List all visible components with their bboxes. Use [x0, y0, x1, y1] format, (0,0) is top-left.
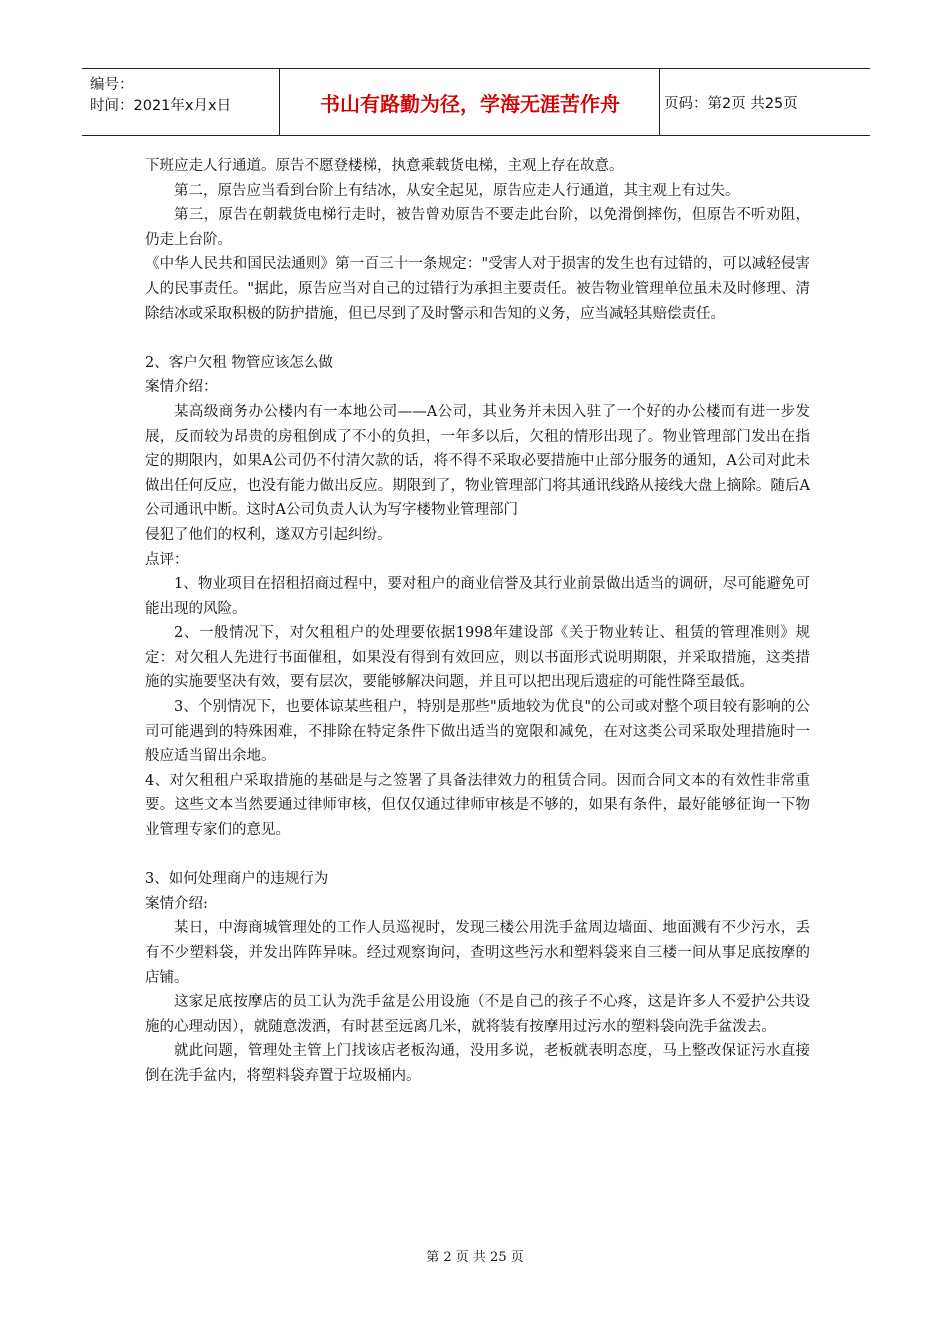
paragraph: 案情介绍： — [145, 379, 218, 396]
header-divider — [279, 69, 280, 135]
paragraph: 第二，原告应当看到台阶上有结冰，从安全起见，原告应走人行通道，其主观上有过失。 — [174, 182, 740, 199]
paragraph: 某日，中海商城管理处的工作人员巡视时，发现三楼公用洗手盆周边墙面、地面溅有不少污水，丢有不少塑料袋，并发出阵阵异味。经过观察询问，查明这些污水和塑料袋来自三楼一间从事足底按摩的店铺。 — [145, 920, 810, 986]
paragraph: 4、对欠租租户采取措施的基础是与之签署了具备法律效力的租赁合同。因而合同文本的有效性非常重要。这些文本当然要通过律师审核，但仅仅通过律师审核是不够的，如果有条件，最好能够征询一下物业管理专家们的意见。 — [145, 772, 810, 839]
page-footer: 第 2 页 共 25 页 — [426, 1250, 524, 1265]
paragraph: 2、客户欠租 物管应该怎么做 — [145, 354, 333, 371]
paragraph: 《中华人民共和国民法通则》第一百三十一条规定："受害人对于损害的发生也有过错的，可以减轻侵害人的民事责任。"据此，原告应当对自己的过错行为承担主要责任。被告物业管理单位虽未及时修理、清除结冰或采取积极的防护措施，但已尽到了及时警示和告知的义务，应当减轻其赔偿责任。 — [145, 256, 810, 322]
paragraph: 就此问题，管理处主管上门找该店老板沟通，没用多说，老板就表明态度，马上整改保证污水直接倒在洗手盆内，将塑料袋弃置于垃圾桶内。 — [145, 1043, 810, 1084]
paragraph: 侵犯了他们的权利，遂双方引起纠纷。 — [145, 526, 392, 543]
paragraph: 3、个别情况下，也要体谅某些租户，特别是那些"质地较为优良"的公司或对整个项目较有影响的公司可能遇到的特殊困难，不排除在特定条件下做出适当的宽限和减免，在对这类公司采取处理措施时一般应适当留出余地。 — [145, 699, 810, 765]
paragraph: 点评： — [145, 551, 189, 568]
date-label: 时间：2021年x月x日 — [90, 98, 232, 114]
paragraph: 某高级商务办公楼内有一本地公司——A公司，其业务并未因入驻了一个好的办公楼而有进一步发展，反而较为昂贵的房租倒成了不小的负担，一年多以后，欠租的情形出现了。物业管理部门发出在指定的期限内，如果A公司仍不付清欠款的话，将不得不采取必要措施中止部分服务的通知，A公司对此未做出任何反应，也没有能力做出反应。期限到了，物业管理部门将其通讯线路从接线大盘上摘除。随后A公司通讯中断。这时A公司负责人认为写字楼物业管理部门 — [145, 403, 810, 519]
paragraph: 这家足底按摩店的员工认为洗手盆是公用设施（不是自己的孩子不心疼，这是许多人不爱护公共设施的心理动因），就随意泼洒，有时甚至远离几米，就将装有按摩用过污水的塑料袋向洗手盆泼去。 — [145, 994, 810, 1035]
blank-line — [145, 843, 810, 868]
header-meta — [90, 75, 231, 117]
paragraph: 下班应走人行通道。原告不愿登楼梯，执意乘载货电梯，主观上存在故意。 — [145, 158, 624, 174]
number-label: 编号： — [90, 77, 134, 93]
header-motto: 书山有路勤为径，学海无涯苦作舟 — [320, 91, 620, 116]
page-header — [82, 68, 870, 136]
header-page-info: 页码：第2页 共25页 — [664, 95, 798, 112]
paragraph: 案情介绍: — [145, 895, 208, 912]
paragraph: 2、一般情况下，对欠租租户的处理要依据1998年建设部《关于物业转让、租赁的管理准则》规定：对欠租人先进行书面催租，如果没有得到有效回应，则以书面形式说明期限，并采取措施，这类措施的实施要坚决有效，要有层次，要能够解决问题，并且可以把出现后遗症的可能性降至最低。 — [145, 625, 810, 691]
blank-line — [145, 326, 810, 351]
paragraph: 1、物业项目在招租招商过程中，要对租户的商业信誉及其行业前景做出适当的调研，尽可能避免可能出现的风险。 — [145, 576, 810, 617]
document-body — [145, 154, 810, 1089]
header-divider — [659, 69, 660, 135]
paragraph: 3、如何处理商户的违规行为 — [145, 871, 329, 888]
paragraph: 第三，原告在朝载货电梯行走时，被告曾劝原告不要走此台阶，以免滑倒摔伤，但原告不听劝阻，仍走上台阶。 — [145, 207, 810, 248]
